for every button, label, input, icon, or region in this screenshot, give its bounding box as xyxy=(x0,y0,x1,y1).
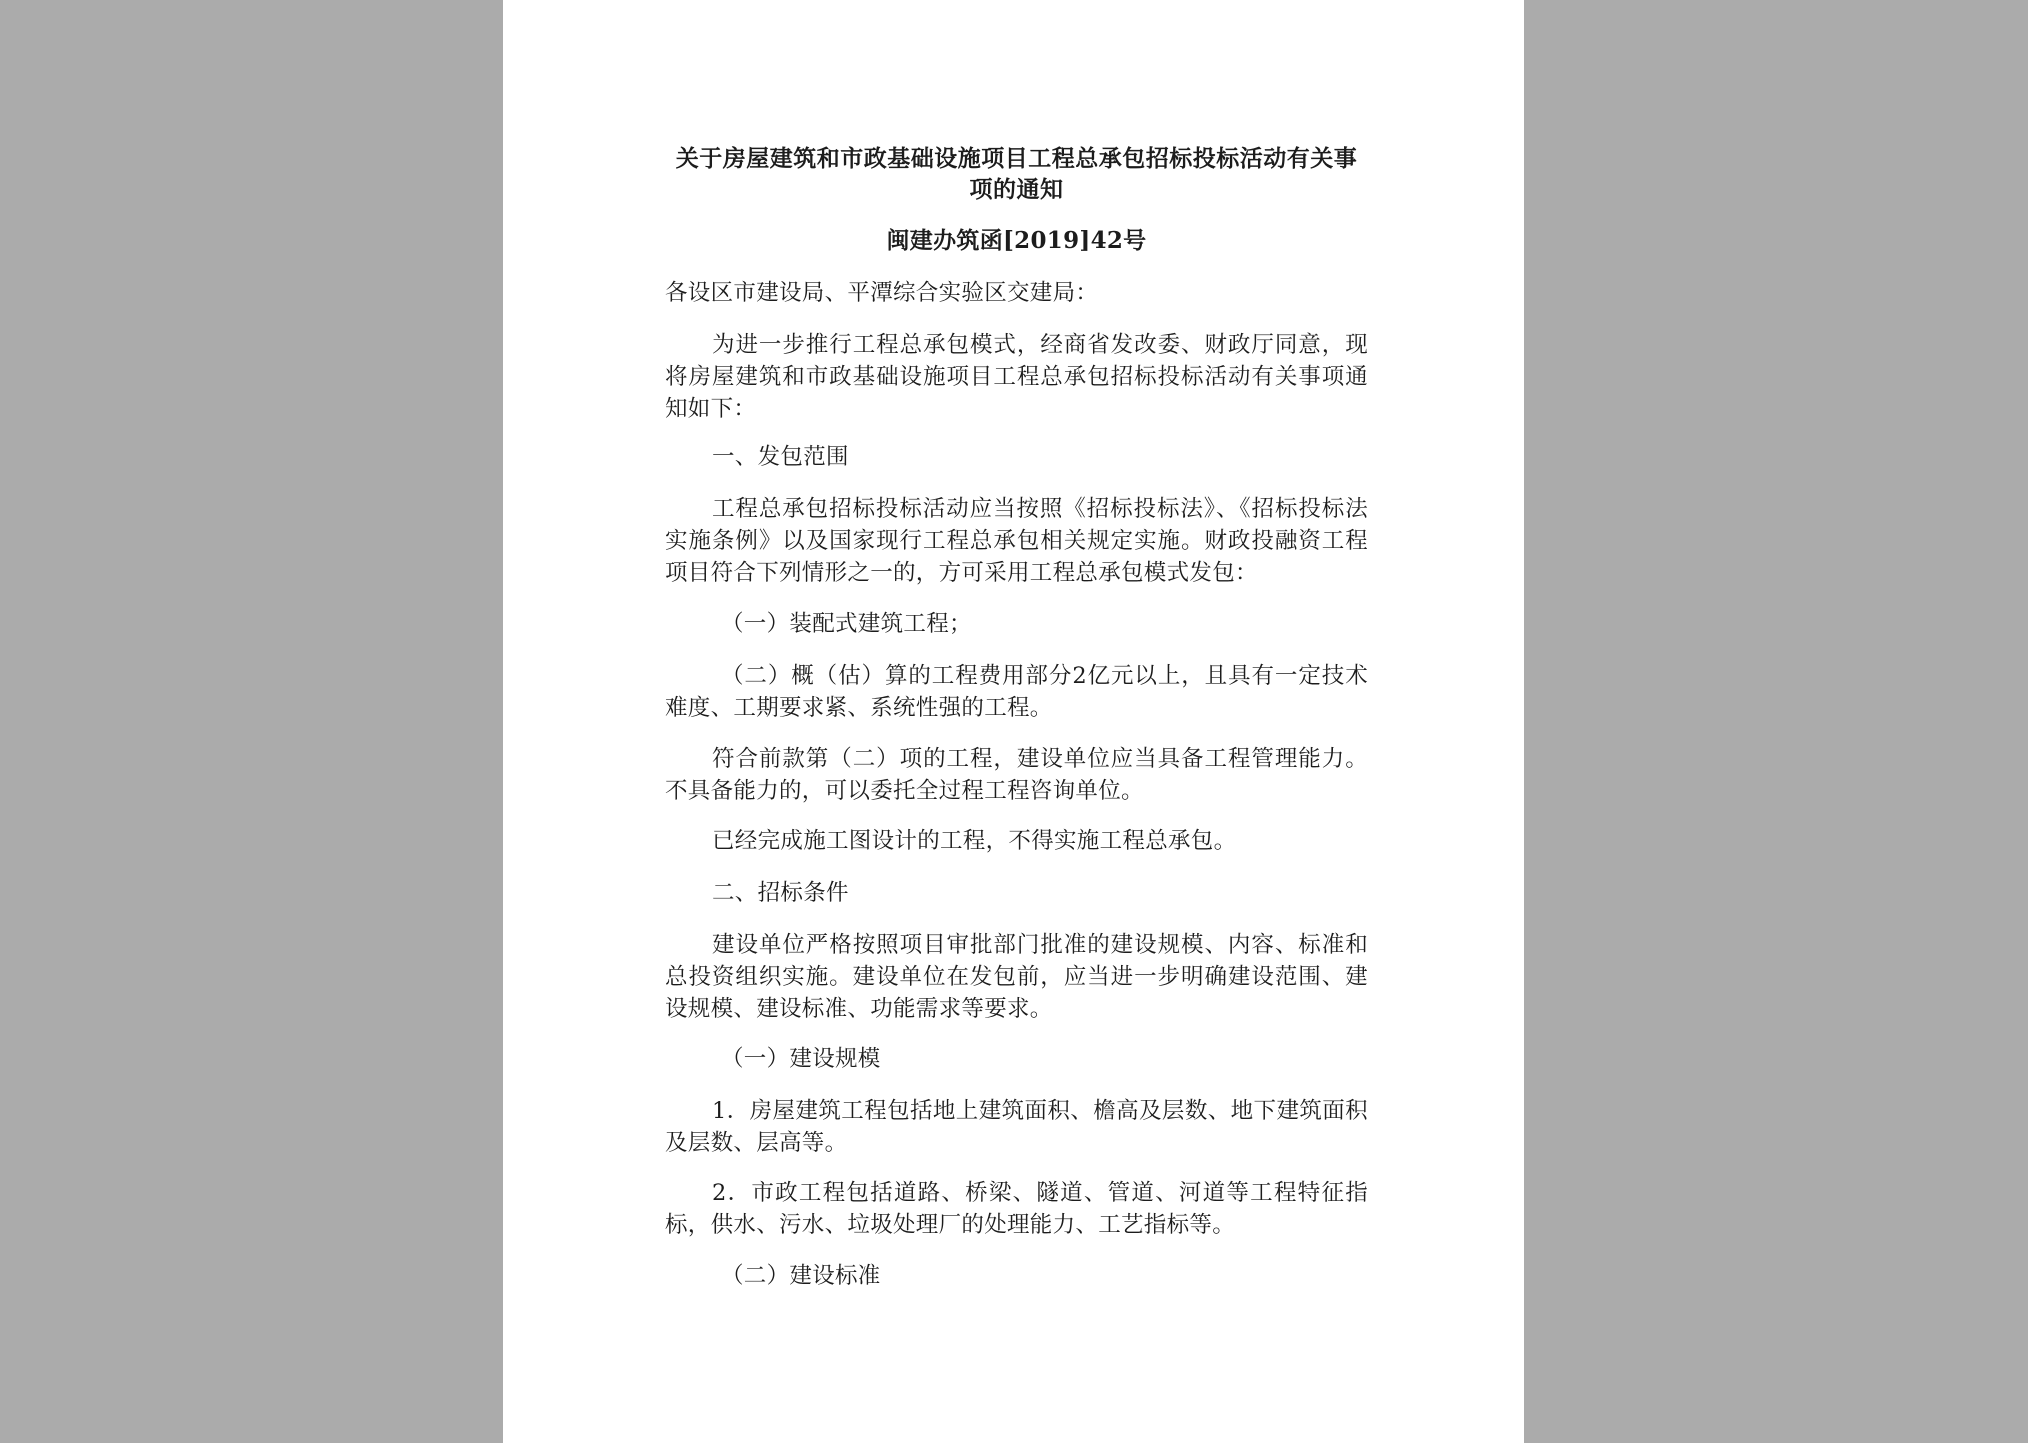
document-page xyxy=(503,0,1524,1443)
list-item-municipal: 2．市政工程包括道路、桥梁、隧道、管道、河道等工程特征指标，供水、污水、垃圾处理厂的处理能力、工艺指标等。 xyxy=(665,1180,1368,1238)
heading-scope: 一、发包范围 xyxy=(712,444,849,470)
subheading-scale: （一）建设规模 xyxy=(721,1046,881,1072)
paragraph-intro: 为进一步推行工程总承包模式，经商省发改委、财政厅同意，现将房屋建筑和市政基础设施项目工程总承包招标投标活动有关事项通知如下： xyxy=(665,332,1368,422)
salutation: 各设区市建设局、平潭综合实验区交建局： xyxy=(665,280,1099,306)
document-number: 闽建办筑函[2019]42号 xyxy=(886,227,1147,254)
heading-conditions: 二、招标条件 xyxy=(712,880,849,906)
paragraph-scope: 工程总承包招标投标活动应当按照《招标投标法》、《招标投标法实施条例》以及国家现行工程总承包相关规定实施。财政投融资工程项目符合下列情形之一的，方可采用工程总承包模式发包： xyxy=(665,496,1368,586)
paragraph-conditions: 建设单位严格按照项目审批部门批准的建设规模、内容、标准和总投资组织实施。建设单位在发包前，应当进一步明确建设范围、建设规模、建设标准、功能需求等要求。 xyxy=(665,932,1368,1022)
document-title: 关于房屋建筑和市政基础设施项目工程总承包招标投标活动有关事项的通知 xyxy=(675,145,1358,203)
paragraph-management: 符合前款第（二）项的工程，建设单位应当具备工程管理能力。不具备能力的，可以委托全过程工程咨询单位。 xyxy=(665,746,1368,804)
paragraph-restriction: 已经完成施工图设计的工程，不得实施工程总承包。 xyxy=(712,828,1237,854)
list-item-prefab: （一）装配式建筑工程； xyxy=(721,611,972,637)
list-item-building: 1．房屋建筑工程包括地上建筑面积、檐高及层数、地下建筑面积及层数、层高等。 xyxy=(665,1098,1368,1156)
subheading-standard: （二）建设标准 xyxy=(721,1263,881,1289)
list-item-cost: （二）概（估）算的工程费用部分2亿元以上，且具有一定技术难度、工期要求紧、系统性强的工程。 xyxy=(665,663,1368,721)
